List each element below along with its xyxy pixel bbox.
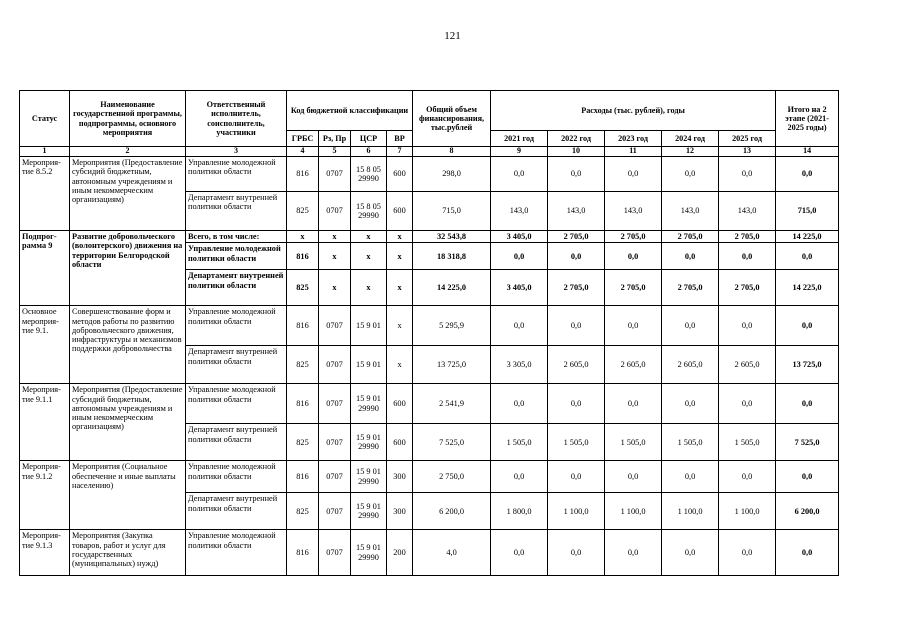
executor-cell: Департамент внутренней политики области <box>186 424 287 461</box>
total-cell: 715,0 <box>413 191 491 230</box>
sum-cell: 14 225,0 <box>776 230 839 242</box>
csr-cell: 15 9 01 <box>351 346 387 384</box>
status-cell: Подпрог-рамма 9 <box>20 230 70 305</box>
executor-cell: Управление молодежной политики области <box>186 243 287 270</box>
y2023-cell: 0,0 <box>605 384 662 424</box>
sum-cell: 6 200,0 <box>776 493 839 530</box>
sum-cell: 0,0 <box>776 243 839 270</box>
y2023-cell: 0,0 <box>605 306 662 346</box>
vr-cell: х <box>387 243 413 270</box>
y2024-cell: 2 705,0 <box>662 270 719 306</box>
status-cell: Мероприя-тие 9.1.3 <box>20 530 70 576</box>
y2024-cell: 143,0 <box>662 191 719 230</box>
y2025-cell: 2 705,0 <box>719 230 776 242</box>
y2021-cell: 3 305,0 <box>491 346 548 384</box>
column-number: 6 <box>351 147 387 157</box>
y2021-cell: 1 800,0 <box>491 493 548 530</box>
header-status: Статус <box>20 91 70 147</box>
y2021-cell: 3 405,0 <box>491 270 548 306</box>
csr-cell: х <box>351 230 387 242</box>
table-row <box>20 156 839 191</box>
y2022-cell: 1 505,0 <box>548 424 605 461</box>
y2021-cell: 0,0 <box>491 306 548 346</box>
y2025-cell: 1 505,0 <box>719 424 776 461</box>
executor-cell: Управление молодежной политики области <box>186 384 287 424</box>
grbs-cell: 825 <box>287 493 319 530</box>
vr-cell: 600 <box>387 384 413 424</box>
y2025-cell: 0,0 <box>719 156 776 191</box>
total-cell: 2 750,0 <box>413 461 491 493</box>
y2024-cell: 0,0 <box>662 461 719 493</box>
rzpr-cell: 0707 <box>319 530 351 576</box>
executor-cell: Всего, в том числе: <box>186 230 287 242</box>
y2024-cell: 0,0 <box>662 306 719 346</box>
header-grbs: ГРБС <box>287 131 319 147</box>
header-budget-code: Код бюджетной классификации <box>287 91 413 131</box>
column-number-row <box>20 147 839 157</box>
table-row <box>20 530 839 576</box>
y2024-cell: 0,0 <box>662 243 719 270</box>
rzpr-cell: 0707 <box>319 384 351 424</box>
column-number: 1 <box>20 147 70 157</box>
y2023-cell: 1 100,0 <box>605 493 662 530</box>
y2023-cell: 0,0 <box>605 156 662 191</box>
column-number: 2 <box>70 147 186 157</box>
total-cell: 2 541,9 <box>413 384 491 424</box>
sum-cell: 0,0 <box>776 384 839 424</box>
vr-cell: 300 <box>387 493 413 530</box>
sum-cell: 0,0 <box>776 530 839 576</box>
grbs-cell: 825 <box>287 191 319 230</box>
y2021-cell: 0,0 <box>491 461 548 493</box>
y2025-cell: 1 100,0 <box>719 493 776 530</box>
column-number: 8 <box>413 147 491 157</box>
status-cell: Мероприя-тие 9.1.1 <box>20 384 70 461</box>
grbs-cell: 816 <box>287 243 319 270</box>
vr-cell: 300 <box>387 461 413 493</box>
csr-cell: 15 9 01 29990 <box>351 384 387 424</box>
column-number: 12 <box>662 147 719 157</box>
grbs-cell: 825 <box>287 346 319 384</box>
total-cell: 7 525,0 <box>413 424 491 461</box>
table-body <box>20 156 839 575</box>
csr-cell: 15 9 01 <box>351 306 387 346</box>
status-cell: Мероприя-тие 9.1.2 <box>20 461 70 530</box>
budget-table <box>19 90 839 576</box>
executor-cell: Управление молодежной политики области <box>186 306 287 346</box>
total-cell: 14 225,0 <box>413 270 491 306</box>
y2021-cell: 0,0 <box>491 156 548 191</box>
y2022-cell: 0,0 <box>548 243 605 270</box>
header-rzpr: Рз, Пр <box>319 131 351 147</box>
y2022-cell: 0,0 <box>548 156 605 191</box>
csr-cell: 15 9 01 29990 <box>351 424 387 461</box>
column-number: 3 <box>186 147 287 157</box>
grbs-cell: 816 <box>287 156 319 191</box>
table-row <box>20 461 839 493</box>
total-cell: 5 295,9 <box>413 306 491 346</box>
executor-cell: Управление молодежной политики области <box>186 530 287 576</box>
y2024-cell: 1 505,0 <box>662 424 719 461</box>
total-cell: 13 725,0 <box>413 346 491 384</box>
executor-cell: Управление молодежной политики области <box>186 156 287 191</box>
sum-cell: 715,0 <box>776 191 839 230</box>
y2024-cell: 0,0 <box>662 156 719 191</box>
header-2023: 2023 год <box>605 131 662 147</box>
header-2024: 2024 год <box>662 131 719 147</box>
y2023-cell: 2 705,0 <box>605 230 662 242</box>
csr-cell: х <box>351 243 387 270</box>
rzpr-cell: 0707 <box>319 156 351 191</box>
sum-cell: 0,0 <box>776 156 839 191</box>
y2021-cell: 143,0 <box>491 191 548 230</box>
header-csr: ЦСР <box>351 131 387 147</box>
grbs-cell: 825 <box>287 270 319 306</box>
y2021-cell: 3 405,0 <box>491 230 548 242</box>
name-cell: Мероприятия (Предоставление субсидий бюджетным, автономным учреждениям и иным некоммерческим организациям) <box>70 384 186 461</box>
vr-cell: 200 <box>387 530 413 576</box>
csr-cell: 15 9 01 29990 <box>351 493 387 530</box>
grbs-cell: 825 <box>287 424 319 461</box>
y2023-cell: 2 705,0 <box>605 270 662 306</box>
y2025-cell: 0,0 <box>719 306 776 346</box>
grbs-cell: х <box>287 230 319 242</box>
executor-cell: Департамент внутренней политики области <box>186 191 287 230</box>
vr-cell: 600 <box>387 424 413 461</box>
grbs-cell: 816 <box>287 461 319 493</box>
y2023-cell: 0,0 <box>605 243 662 270</box>
vr-cell: х <box>387 346 413 384</box>
y2022-cell: 1 100,0 <box>548 493 605 530</box>
y2025-cell: 2 605,0 <box>719 346 776 384</box>
sum-cell: 14 225,0 <box>776 270 839 306</box>
rzpr-cell: 0707 <box>319 424 351 461</box>
header-vr: ВР <box>387 131 413 147</box>
rzpr-cell: 0707 <box>319 461 351 493</box>
y2023-cell: 143,0 <box>605 191 662 230</box>
csr-cell: 15 8 05 29990 <box>351 156 387 191</box>
y2024-cell: 1 100,0 <box>662 493 719 530</box>
vr-cell: х <box>387 230 413 242</box>
header-name: Наименование государственной программы, подпрограммы, основного мероприятия <box>70 91 186 147</box>
y2025-cell: 143,0 <box>719 191 776 230</box>
total-cell: 298,0 <box>413 156 491 191</box>
y2025-cell: 0,0 <box>719 461 776 493</box>
column-number: 9 <box>491 147 548 157</box>
y2025-cell: 0,0 <box>719 243 776 270</box>
column-number: 7 <box>387 147 413 157</box>
y2021-cell: 0,0 <box>491 530 548 576</box>
rzpr-cell: 0707 <box>319 346 351 384</box>
total-cell: 18 318,8 <box>413 243 491 270</box>
rzpr-cell: х <box>319 230 351 242</box>
header-total: Общий объем финансирования, тыс.рублей <box>413 91 491 147</box>
column-number: 5 <box>319 147 351 157</box>
column-number: 14 <box>776 147 839 157</box>
status-cell: Мероприя-тие 8.5.2 <box>20 156 70 230</box>
executor-cell: Департамент внутренней политики области <box>186 493 287 530</box>
rzpr-cell: 0707 <box>319 191 351 230</box>
name-cell: Мероприятия (Закупка товаров, работ и услуг для государственных (муниципальных) нужд) <box>70 530 186 576</box>
y2025-cell: 2 705,0 <box>719 270 776 306</box>
name-cell: Мероприятия (Предоставление субсидий бюджетным, автономным учреждениям и иным некоммерческим организациям) <box>70 156 186 230</box>
rzpr-cell: х <box>319 270 351 306</box>
y2023-cell: 0,0 <box>605 530 662 576</box>
total-cell: 32 543,8 <box>413 230 491 242</box>
table-row <box>20 306 839 346</box>
y2023-cell: 0,0 <box>605 461 662 493</box>
y2022-cell: 0,0 <box>548 306 605 346</box>
table-header <box>20 91 839 157</box>
y2023-cell: 1 505,0 <box>605 424 662 461</box>
y2024-cell: 2 605,0 <box>662 346 719 384</box>
column-number: 4 <box>287 147 319 157</box>
table-row <box>20 230 839 242</box>
y2021-cell: 0,0 <box>491 243 548 270</box>
sum-cell: 0,0 <box>776 306 839 346</box>
sum-cell: 13 725,0 <box>776 346 839 384</box>
vr-cell: 600 <box>387 191 413 230</box>
header-executor: Ответственный исполнитель, соисполнитель, участники <box>186 91 287 147</box>
y2024-cell: 2 705,0 <box>662 230 719 242</box>
y2023-cell: 2 605,0 <box>605 346 662 384</box>
sum-cell: 0,0 <box>776 461 839 493</box>
y2022-cell: 143,0 <box>548 191 605 230</box>
y2022-cell: 2 605,0 <box>548 346 605 384</box>
name-cell: Совершенствование форм и методов работы по развитию добровольческого движения, инфраструктуры и механизмов поддержки добровольчества <box>70 306 186 384</box>
y2022-cell: 0,0 <box>548 384 605 424</box>
executor-cell: Департамент внутренней политики области <box>186 346 287 384</box>
table-row <box>20 384 839 424</box>
grbs-cell: 816 <box>287 384 319 424</box>
csr-cell: х <box>351 270 387 306</box>
y2022-cell: 0,0 <box>548 461 605 493</box>
y2021-cell: 0,0 <box>491 384 548 424</box>
csr-cell: 15 8 05 29990 <box>351 191 387 230</box>
y2021-cell: 1 505,0 <box>491 424 548 461</box>
vr-cell: 600 <box>387 156 413 191</box>
rzpr-cell: 0707 <box>319 306 351 346</box>
header-expenses: Расходы (тыс. рублей), годы <box>491 91 776 131</box>
column-number: 11 <box>605 147 662 157</box>
rzpr-cell: 0707 <box>319 493 351 530</box>
csr-cell: 15 9 01 29990 <box>351 530 387 576</box>
y2022-cell: 0,0 <box>548 530 605 576</box>
page-number: 121 <box>444 30 461 42</box>
header-2022: 2022 год <box>548 131 605 147</box>
name-cell: Развитие добровольческого (волонтерского) движения на территории Белгородской области <box>70 230 186 305</box>
status-cell: Основное мероприя-тие 9.1. <box>20 306 70 384</box>
vr-cell: х <box>387 306 413 346</box>
header-2021: 2021 год <box>491 131 548 147</box>
y2024-cell: 0,0 <box>662 530 719 576</box>
column-number: 13 <box>719 147 776 157</box>
rzpr-cell: х <box>319 243 351 270</box>
sum-cell: 7 525,0 <box>776 424 839 461</box>
y2024-cell: 0,0 <box>662 384 719 424</box>
header-stage-total: Итого на 2 этапе (2021-2025 годы) <box>776 91 839 147</box>
name-cell: Мероприятия (Социальное обеспечение и иные выплаты населению) <box>70 461 186 530</box>
grbs-cell: 816 <box>287 530 319 576</box>
grbs-cell: 816 <box>287 306 319 346</box>
y2025-cell: 0,0 <box>719 384 776 424</box>
executor-cell: Управление молодежной политики области <box>186 461 287 493</box>
total-cell: 4,0 <box>413 530 491 576</box>
vr-cell: х <box>387 270 413 306</box>
column-number: 10 <box>548 147 605 157</box>
executor-cell: Департамент внутренней политики области <box>186 270 287 306</box>
total-cell: 6 200,0 <box>413 493 491 530</box>
y2025-cell: 0,0 <box>719 530 776 576</box>
header-2025: 2025 год <box>719 131 776 147</box>
y2022-cell: 2 705,0 <box>548 230 605 242</box>
csr-cell: 15 9 01 29990 <box>351 461 387 493</box>
y2022-cell: 2 705,0 <box>548 270 605 306</box>
